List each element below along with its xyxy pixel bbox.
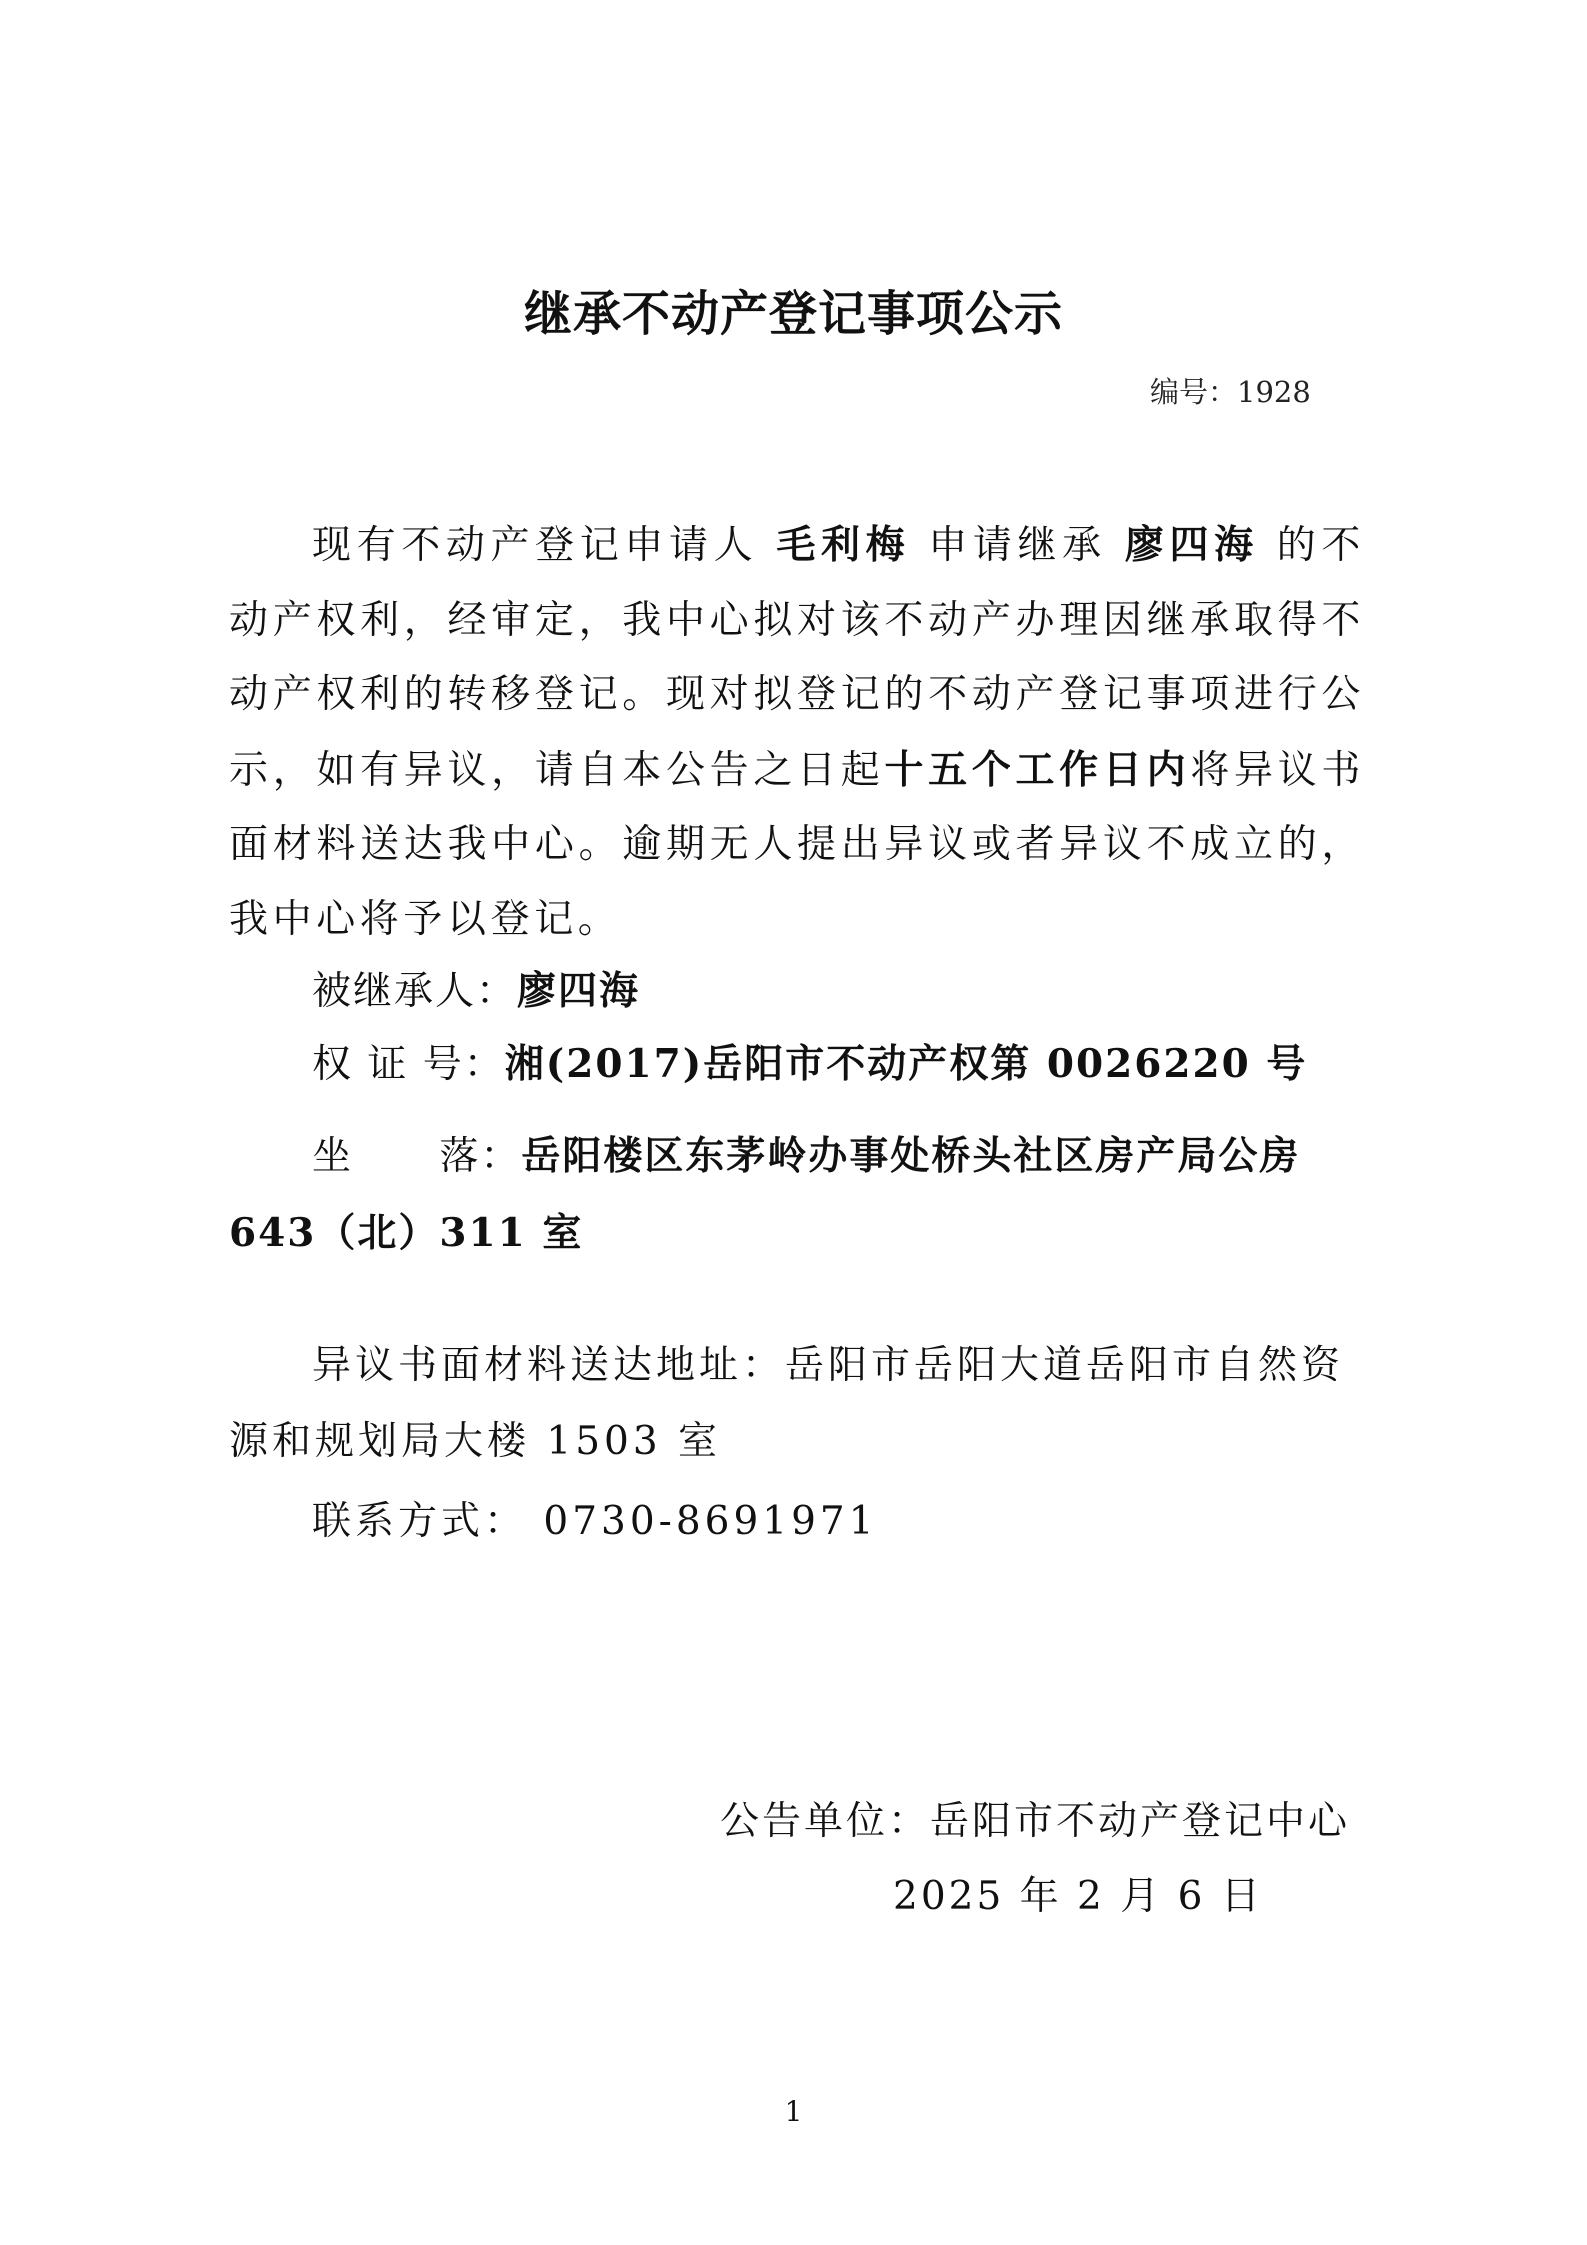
certificate-label: 权 证 号： bbox=[312, 1042, 505, 1087]
location-value: 岳阳楼区东茅岭办事处桥头社区房产局公房 643（北）311 室 bbox=[229, 1133, 1301, 1256]
document-title: 继承不动产登记事项公示 bbox=[523, 286, 1063, 342]
paragraph-text-2: 申请继承 bbox=[910, 523, 1125, 568]
page-number: 1 bbox=[784, 2095, 803, 2128]
decedent-label: 被继承人： bbox=[312, 969, 518, 1014]
decedent-name: 廖四海 bbox=[1124, 522, 1259, 568]
applicant-name: 毛利梅 bbox=[776, 522, 911, 568]
decedent-field bbox=[312, 960, 640, 1016]
contact-info: 联系方式： 0730-8691971 bbox=[312, 1499, 878, 1544]
issue-date: 2025 年 2 月 6 日 bbox=[893, 1874, 1263, 1919]
paragraph-text-4: 将异议书面材料送达我中心。逾期无人提出异议或者异议不成立的，我中心将予以登记。 bbox=[229, 747, 1365, 942]
paragraph-text-1: 现有不动产登记申请人 bbox=[312, 523, 777, 568]
paragraph-text-3: 的不动产权利，经审定，我中心拟对该不动产办理因继承取得不动产权利的转移登记。现对拟登记的不动产登记事项进行公示，如有异议，请自本公告之日起 bbox=[229, 523, 1365, 793]
issuer: 公告单位：岳阳市不动产登记中心 bbox=[720, 1799, 1351, 1844]
delivery-address: 异议书面材料送达地址：岳阳市岳阳大道岳阳市自然资源和规划局大楼 1503 室 bbox=[229, 1343, 1345, 1464]
document-number: 编号：1928 bbox=[1150, 375, 1311, 409]
location-field bbox=[229, 1118, 1365, 1272]
certificate-field bbox=[312, 1033, 1307, 1089]
objection-deadline: 十五个工作日内 bbox=[884, 746, 1191, 793]
certificate-value: 湘(2017)岳阳市不动产权第 0026220 号 bbox=[504, 1041, 1308, 1087]
location-label: 坐 落： bbox=[312, 1134, 522, 1179]
notice-paragraph bbox=[229, 508, 1365, 957]
decedent-value: 廖四海 bbox=[517, 968, 641, 1014]
